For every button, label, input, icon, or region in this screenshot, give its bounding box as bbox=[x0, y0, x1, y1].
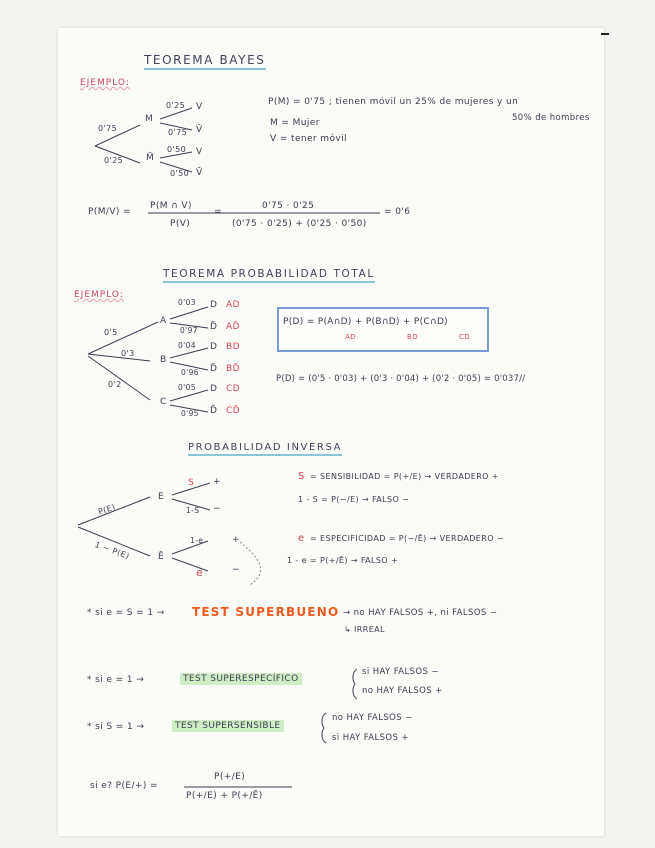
total-calculation: P(D) = (0'5 · 0'03) + (0'3 · 0'04) + (0'2 · 0'05) = 0'037// bbox=[276, 374, 526, 384]
total-leaf-d2: D bbox=[210, 342, 218, 352]
total-leaf-nd2: D̄ bbox=[210, 364, 218, 374]
case3-prefix: * si S = 1 → bbox=[87, 722, 145, 732]
case3-line-a: no HAY FALSOS − bbox=[332, 713, 413, 723]
total-label-ad: AD bbox=[226, 300, 240, 310]
total-leaf-d3: D bbox=[210, 384, 218, 394]
bayes-note-line3: V = tener móvil bbox=[270, 134, 347, 144]
inversa-prob-e: P(E) bbox=[97, 502, 117, 517]
bayes-formula-den2: (0'75 · 0'25) + (0'25 · 0'50) bbox=[232, 219, 367, 229]
total-box-label-bd: BD bbox=[407, 333, 418, 341]
bayes-formula-lhs: P(M/V) = bbox=[88, 207, 132, 217]
total-label-and: AD̄ bbox=[226, 322, 240, 332]
inversa-leaf-plus2: + bbox=[232, 535, 240, 545]
total-prob-b: 0'3 bbox=[121, 349, 135, 358]
case3-highlight: TEST SUPERSENSIBLE bbox=[172, 720, 284, 732]
total-label-cnd: CD̄ bbox=[226, 406, 241, 416]
total-node-c: C bbox=[160, 397, 167, 407]
total-leaf-d1: D bbox=[210, 300, 218, 310]
total-node-a: A bbox=[160, 316, 167, 326]
def-falso-positivo: 1 - e = P(+/Ē) → FALSO + bbox=[287, 556, 399, 565]
case1-irreal: ↳ IRREAL bbox=[344, 625, 385, 634]
bayes-formula-num1: P(M ∩ V) bbox=[150, 201, 192, 211]
total-box-formula: P(D) = P(A∩D) + P(B∩D) + P(C∩D) bbox=[283, 317, 448, 327]
def-falso-negativo: 1 - S = P(−/E) → FALSO − bbox=[298, 495, 410, 504]
total-prob-c: 0'2 bbox=[108, 380, 122, 389]
total-label-bd: BD bbox=[226, 342, 240, 352]
inversa-node-not-e: Ē bbox=[158, 552, 165, 562]
total-c-d-prob: 0'05 bbox=[178, 383, 196, 392]
case1-highlight: TEST SUPERBUENO bbox=[192, 605, 340, 619]
case2-prefix: * si e = 1 → bbox=[87, 675, 145, 685]
bayes-leaf-nv2: V̄ bbox=[196, 168, 203, 178]
inversa-branch-s: S bbox=[188, 478, 195, 488]
def-sensibilidad-key: S bbox=[298, 471, 305, 482]
inversa-title: PROBABILIDAD INVERSA bbox=[188, 442, 342, 456]
inversa-prob-not-e: 1 − P(E) bbox=[93, 540, 131, 561]
bayes-note-line1b: 50% de hombres bbox=[512, 113, 590, 123]
bayes-note-line2: M = Mujer bbox=[270, 118, 320, 128]
question-numerator: P(+/E) bbox=[214, 772, 246, 782]
total-prob-a: 0'5 bbox=[104, 328, 118, 337]
inversa-leaf-minus2: − bbox=[232, 565, 240, 575]
question-lhs: si e? P(E/+) = bbox=[90, 781, 158, 791]
bayes-leaf-v1: V bbox=[196, 102, 203, 112]
total-a-d-prob: 0'03 bbox=[178, 298, 196, 307]
total-label-bnd: BD̄ bbox=[226, 364, 240, 374]
bayes-m-nv-prob: 0'75 bbox=[168, 128, 188, 137]
bayes-formula-den1: P(V) bbox=[170, 219, 191, 229]
bayes-nm-v-prob: 0'50 bbox=[167, 145, 187, 154]
bayes-m-v-prob: 0'25 bbox=[166, 101, 186, 110]
total-a-nd-prob: 0'97 bbox=[180, 326, 198, 335]
bayes-title: TEOREMA BAYES bbox=[144, 53, 266, 70]
case2-line-b: no HAY FALSOS + bbox=[362, 686, 443, 696]
bayes-leaf-nv1: V̄ bbox=[196, 125, 203, 135]
bayes-note-line1: P(M) = 0'75 ; tienen móvil un 25% de mujeres y un bbox=[268, 97, 519, 107]
bayes-branch-top: 0'75 bbox=[98, 124, 118, 133]
def-especificidad: = ESPECIFICIDAD = P(−/Ē) → VERDADERO − bbox=[310, 534, 504, 543]
total-formula-box bbox=[277, 307, 489, 352]
case2-line-a: si HAY FALSOS − bbox=[362, 667, 439, 677]
question-denominator: P(+/E) + P(+/Ē) bbox=[186, 791, 263, 801]
total-box-label-cd: CD bbox=[459, 333, 471, 341]
inversa-leaf-minus1: − bbox=[213, 504, 221, 514]
inversa-branch-1-s: 1-S bbox=[186, 506, 200, 515]
bayes-node-m: M bbox=[145, 114, 154, 124]
total-leaf-nd3: D̄ bbox=[210, 406, 218, 416]
bayes-formula-num2: 0'75 · 0'25 bbox=[262, 201, 315, 211]
def-sensibilidad: = SENSIBILIDAD = P(+/E) → VERDADERO + bbox=[310, 472, 499, 481]
def-especificidad-key: e bbox=[298, 533, 305, 544]
inversa-leaf-plus1: + bbox=[213, 477, 221, 487]
inversa-branch-1-e: 1-e bbox=[190, 536, 204, 545]
bayes-example-label: EJEMPLO: bbox=[80, 78, 130, 88]
bayes-node-not-m: M̄ bbox=[146, 153, 155, 163]
bayes-formula-result: = 0'6 bbox=[384, 207, 411, 217]
case1-result: → no HAY FALSOS +, ni FALSOS − bbox=[343, 608, 498, 618]
total-c-nd-prob: 0'95 bbox=[181, 409, 199, 418]
total-example-label: EJEMPLO: bbox=[74, 290, 124, 300]
total-label-cd: CD bbox=[226, 384, 241, 394]
total-leaf-nd1: D̄ bbox=[210, 322, 218, 332]
total-node-b: B bbox=[160, 355, 167, 365]
bayes-nm-nv-prob: 0'50 bbox=[170, 169, 190, 178]
bayes-leaf-v2: V bbox=[196, 147, 203, 157]
total-box-label-ad: AD bbox=[345, 333, 356, 341]
bayes-formula-eq: = bbox=[214, 207, 222, 217]
case1-prefix: * si e = S = 1 → bbox=[87, 608, 165, 618]
inversa-node-e: E bbox=[158, 492, 165, 502]
total-b-d-prob: 0'04 bbox=[178, 341, 196, 350]
inversa-branch-e: e bbox=[196, 566, 204, 579]
case2-highlight: TEST SUPERESPECÍFICO bbox=[180, 673, 302, 685]
total-b-nd-prob: 0'96 bbox=[181, 368, 199, 377]
bayes-branch-bottom: 0'25 bbox=[104, 156, 124, 165]
total-title: TEOREMA PROBABILIDAD TOTAL bbox=[163, 268, 375, 283]
case3-line-b: si HAY FALSOS + bbox=[332, 733, 409, 743]
